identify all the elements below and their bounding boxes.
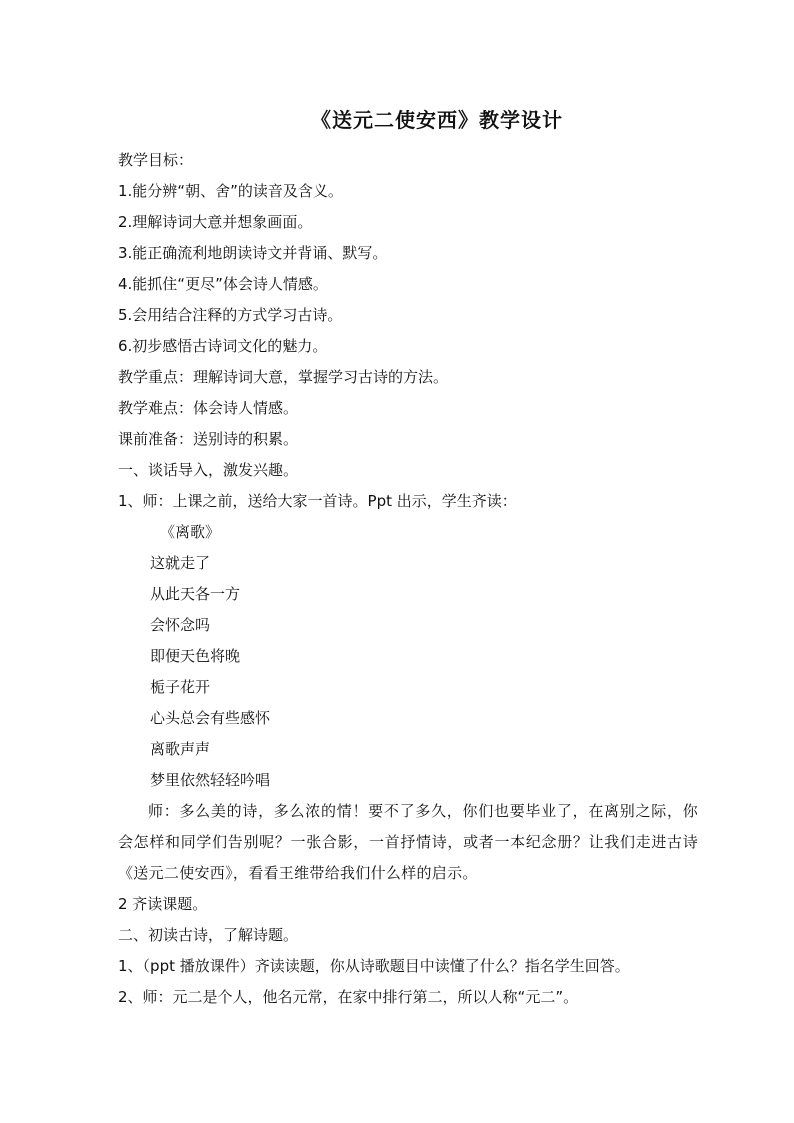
goal-item: 2.理解诗词大意并想象画面。 xyxy=(118,213,313,231)
teaching-difficulty: 教学难点：体会诗人情感。 xyxy=(118,399,299,417)
goal-item: 3.能正确流利地朗读诗文并背诵、默写。 xyxy=(118,244,388,262)
goal-item: 6.初步感悟古诗词文化的魅力。 xyxy=(118,337,328,355)
goal-item: 5.会用结合注释的方式学习古诗。 xyxy=(118,306,343,324)
step-text: 1、师：上课之前，送给大家一首诗。Ppt 出示，学生齐读： xyxy=(118,492,517,510)
poem-line: 从此天各一方 xyxy=(150,585,241,603)
document-title: 《送元二使安西》教学设计 xyxy=(311,108,563,132)
teaching-focus: 教学重点：理解诗词大意，掌握学习古诗的方法。 xyxy=(118,368,449,386)
poem-line: 梦里依然轻轻吟唱 xyxy=(150,771,271,789)
teaching-goals-heading: 教学目标： xyxy=(118,151,194,169)
step-text: 1、（ppt 播放课件）齐读读题，你从诗歌题目中读懂了什么？指名学生回答。 xyxy=(118,957,630,975)
step-text: 2 齐读课题。 xyxy=(118,895,208,913)
section-heading: 一、谈话导入，激发兴趣。 xyxy=(118,461,299,479)
section-heading: 二、初读古诗，了解诗题。 xyxy=(118,926,299,944)
teacher-paragraph: 师：多么美的诗，多么浓的情！要不了多久，你们也要毕业了，在离别之际，你会怎样和同学们告别呢？一张合影，一首抒情诗，或者一本纪念册？让我们走进古诗《送元二使安西》，看看王维带给我们什么样的启示。 xyxy=(118,802,698,882)
step-text: 2、师：元二是个人，他名元常，在家中排行第二，所以人称“元二”。 xyxy=(118,988,579,1006)
goal-item: 4.能抓住“更尽”体会诗人情感。 xyxy=(118,275,328,293)
document-body xyxy=(118,145,698,1013)
poem-line: 心头总会有些感怀 xyxy=(150,709,271,727)
poem-line: 这就走了 xyxy=(150,554,211,572)
poem-line: 会怀念吗 xyxy=(150,616,211,634)
goal-item: 1.能分辨“朝、舍”的读音及含义。 xyxy=(118,182,343,200)
poem-line: 离歌声声 xyxy=(150,740,211,758)
poem-line: 栀子花开 xyxy=(150,678,211,696)
poem-title: 《离歌》 xyxy=(160,523,221,541)
preparation: 课前准备：送别诗的积累。 xyxy=(118,430,299,448)
poem-line: 即便天色将晚 xyxy=(150,647,241,665)
